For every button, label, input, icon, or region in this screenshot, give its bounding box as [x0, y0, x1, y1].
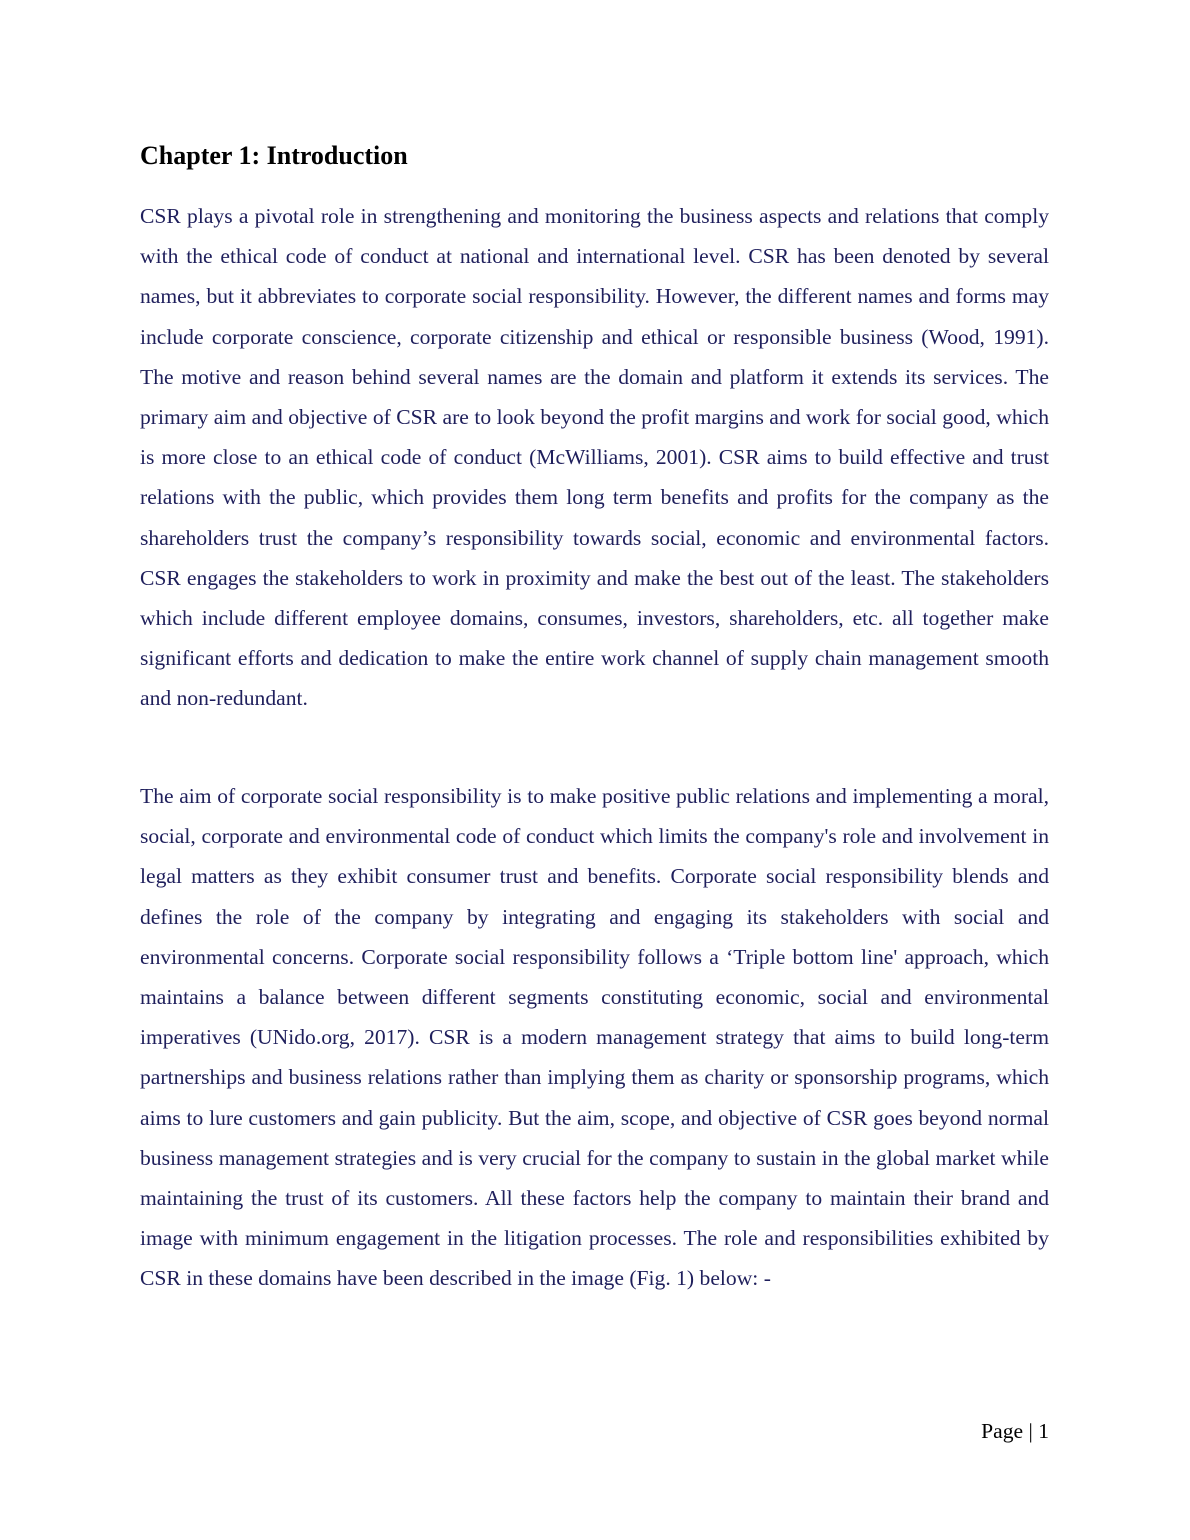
- page-number-footer: Page | 1: [981, 1419, 1049, 1443]
- chapter-heading: Chapter 1: Introduction: [140, 141, 408, 170]
- body-paragraph-2: The aim of corporate social responsibility is to make positive public relations and implementing a moral, social, corporate and environmental code of conduct which limits the company's role and involvement in legal matters as they exhibit consumer trust and benefits. Corporate social responsibility blends and defines the role of the company by integrating and engaging its stakeholders with social and environmental concerns. Corporate social responsibility follows a ‘Triple bottom line' approach, which maintains a balance between different segments constituting economic, social and environmental imperatives (UNido.org, 2017). CSR is a modern management strategy that aims to build long-term partnerships and business relations rather than implying them as charity or sponsorship programs, which aims to lure customers and gain publicity. But the aim, scope, and objective of CSR goes beyond normal business management strategies and is very crucial for the company to sustain in the global market while maintaining the trust of its customers. All these factors help the company to maintain their brand and image with minimum engagement in the litigation processes. The role and responsibilities exhibited by CSR in these domains have been described in the image (Fig. 1) below: -: [140, 784, 1049, 1291]
- body-paragraph-1: CSR plays a pivotal role in strengthening and monitoring the business aspects and relations that comply with the ethical code of conduct at national and international level. CSR has been denoted by several names, but it abbreviates to corporate social responsibility. However, the different names and forms may include corporate conscience, corporate citizenship and ethical or responsible business (Wood, 1991). The motive and reason behind several names are the domain and platform it extends its services. The primary aim and objective of CSR are to look beyond the profit margins and work for social good, which is more close to an ethical code of conduct (McWilliams, 2001). CSR aims to build effective and trust relations with the public, which provides them long term benefits and profits for the company as the shareholders trust the company’s responsibility towards social, economic and environmental factors. CSR engages the stakeholders to work in proximity and make the best out of the least. The stakeholders which include different employee domains, consumes, investors, shareholders, etc. all together make significant efforts and dedication to make the entire work channel of supply chain management smooth and non-redundant.: [140, 204, 1049, 711]
